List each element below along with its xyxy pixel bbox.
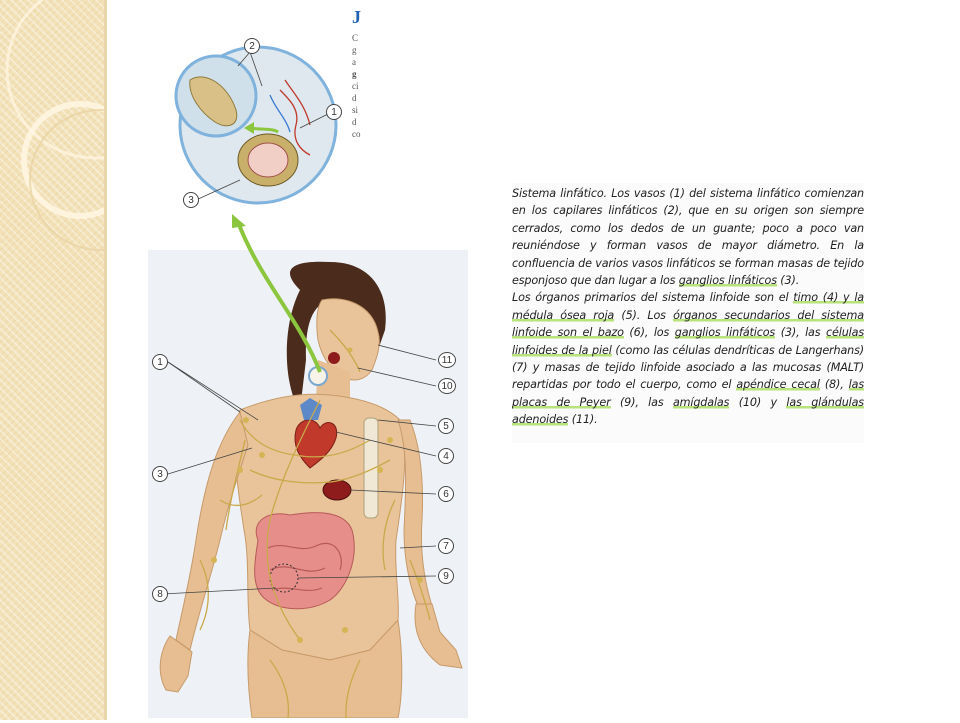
highlighted-term: órganos secundarios del sistema linfoide son el bazo [512,308,864,340]
highlighted-term: las glándulas adenoides [512,395,864,427]
inset-callout-3: 3 [183,192,199,208]
highlighted-term: apéndice cecal [736,378,820,392]
decorative-side-panel [0,0,104,720]
callout-7: 7 [438,538,454,554]
highlighted-term: células linfoides de la piel [512,326,865,357]
cropped-line: a [352,57,356,67]
caption-text: (11). [568,413,598,427]
callout-10: 10 [438,378,456,394]
cropped-line: co [352,129,361,139]
cropped-line: g [352,69,357,79]
highlighted-term: ganglios linfáticos [674,326,776,340]
cropped-text-fragment [352,2,372,162]
callout-3: 3 [152,466,168,482]
highlighted-term: las placas de Peyer [512,378,864,409]
cropped-line: si [352,105,359,115]
caption-text: (como las células dendríticas de Langerhans) (7) y masas de tejido linfoide asociado a las mucosas (MALT) repartidas por todo el cuerpo, como el [512,343,864,392]
inset-callout-1: 1 [326,104,342,120]
cropped-line: g [352,45,357,55]
callout-5: 5 [438,418,454,434]
caption-text: Los órganos primarios del sistema linfoide son el [512,291,794,305]
caption-text: Sistema linfático. Los vasos (1) del sistema linfático comienzan en los capilares linfáticos (2), que en su origen son siempre cerrados, como los dedos de un guante; poco a poco van reuniéndose y forman vasos de mayor diámetro. En la confluencia de varios vasos linfáticos se forman masas de tejido esponjoso que dan lugar a los [512,187,864,288]
caption-paragraph-2 [512,289,864,428]
caption-text: (3), las [775,326,827,340]
caption-text: (6), los [623,326,675,340]
callout-9: 9 [438,568,454,584]
inset-callout-2: 2 [244,38,260,54]
callout-8: 8 [152,586,168,602]
cropped-heading-glyph: J [352,7,361,27]
caption-text: (9), las [610,395,673,409]
caption-paragraph-1 [512,185,864,289]
callout-6: 6 [438,486,454,502]
caption-text: (10) y [729,395,787,409]
lymphatic-system-illustration [148,0,468,718]
highlighted-term: amígdalas [672,395,730,409]
body-figure [148,0,468,718]
callout-1: 1 [152,354,168,370]
cropped-line: C [352,33,359,43]
side-divider [104,0,107,720]
decorative-circles [0,0,104,720]
callout-11: 11 [438,352,456,368]
highlighted-term: ganglios linfáticos [678,274,777,288]
lymphatic-system-caption [512,183,864,443]
callout-4: 4 [438,448,454,464]
highlighted-term: timo (4) y la médula ósea roja [512,291,864,322]
cropped-line: d [352,93,357,103]
caption-text: (5). Los [614,308,674,322]
caption-text: (8), [819,378,849,392]
caption-text: (3). [776,274,800,288]
cropped-line: d [352,117,357,127]
cropped-line: ci [352,81,359,91]
